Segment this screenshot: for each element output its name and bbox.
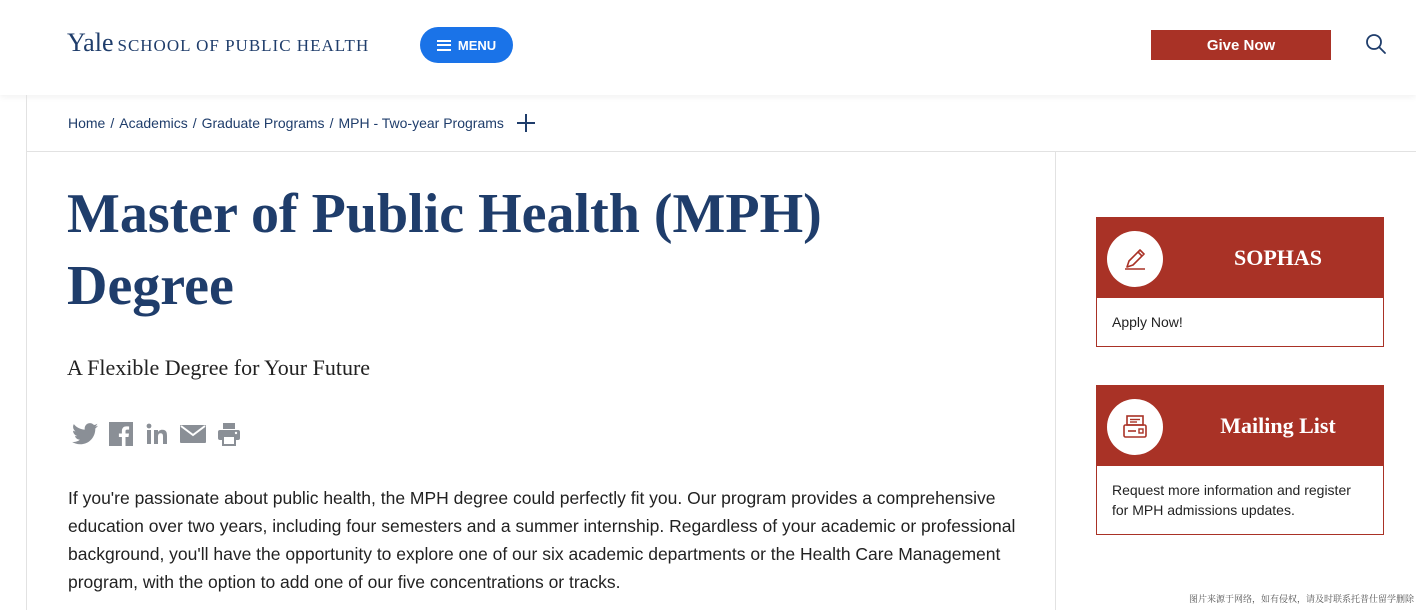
- sophas-card[interactable]: [1096, 217, 1384, 347]
- hamburger-icon: [437, 37, 451, 53]
- card-body: Request more information and register for MPH admissions updates.: [1112, 482, 1351, 518]
- mailbox-icon: [1107, 399, 1163, 455]
- menu-label: MENU: [457, 37, 497, 53]
- card-title: SOPHAS: [1233, 245, 1323, 270]
- intro-paragraph: If you're passionate about public health, the MPH degree could perfectly fit you. Our program provides a comprehensive education over two years, including four semesters and a summer internship. Regardless of your academic or professional background, you'll have the opportunity to explore one of our six academic departments or the Health Care Management program, with the option to add one of our five concentrations or tracks.: [68, 488, 1016, 592]
- card-header: [1097, 386, 1383, 466]
- breadcrumb-graduate-programs[interactable]: Graduate Programs: [201, 115, 325, 131]
- pen-icon: [1107, 231, 1163, 287]
- twitter-icon[interactable]: [72, 420, 98, 448]
- search-icon[interactable]: [1365, 33, 1387, 55]
- email-icon[interactable]: [180, 420, 206, 448]
- breadcrumb: [68, 113, 536, 133]
- card-header: [1097, 218, 1383, 298]
- page-title: Master of Public Health (MPH) Degree: [67, 183, 822, 317]
- menu-button[interactable]: [420, 27, 513, 63]
- mailing-list-card[interactable]: [1096, 385, 1384, 535]
- breadcrumb-home[interactable]: Home: [68, 115, 106, 131]
- image-source-note: 图片来源于网络，如有侵权，请及时联系托普仕留学删除: [1188, 594, 1414, 604]
- left-divider: [26, 95, 27, 610]
- site-logo[interactable]: [67, 28, 369, 58]
- linkedin-icon[interactable]: [144, 420, 170, 448]
- logo-school-name: SCHOOL OF PUBLIC HEALTH: [117, 36, 370, 55]
- card-title: Mailing List: [1220, 413, 1336, 438]
- card-body: Apply Now!: [1112, 314, 1183, 330]
- breadcrumb-academics[interactable]: Academics: [119, 115, 188, 131]
- breadcrumb-separator: /: [110, 115, 115, 131]
- breadcrumb-separator: /: [192, 115, 197, 131]
- print-icon[interactable]: [216, 420, 242, 448]
- site-header: [0, 0, 1416, 95]
- page-subtitle: A Flexible Degree for Your Future: [67, 355, 371, 380]
- facebook-icon[interactable]: [108, 420, 134, 448]
- breadcrumb-divider: [27, 151, 1416, 152]
- sidebar-divider: [1055, 152, 1056, 610]
- logo-yale: Yale: [67, 28, 114, 57]
- breadcrumb-mph-two-year[interactable]: MPH - Two-year Programs: [338, 115, 504, 131]
- plus-icon[interactable]: [516, 113, 536, 133]
- share-bar: [72, 420, 242, 448]
- breadcrumb-separator: /: [329, 115, 334, 131]
- give-now-button[interactable]: Give Now: [1151, 30, 1331, 60]
